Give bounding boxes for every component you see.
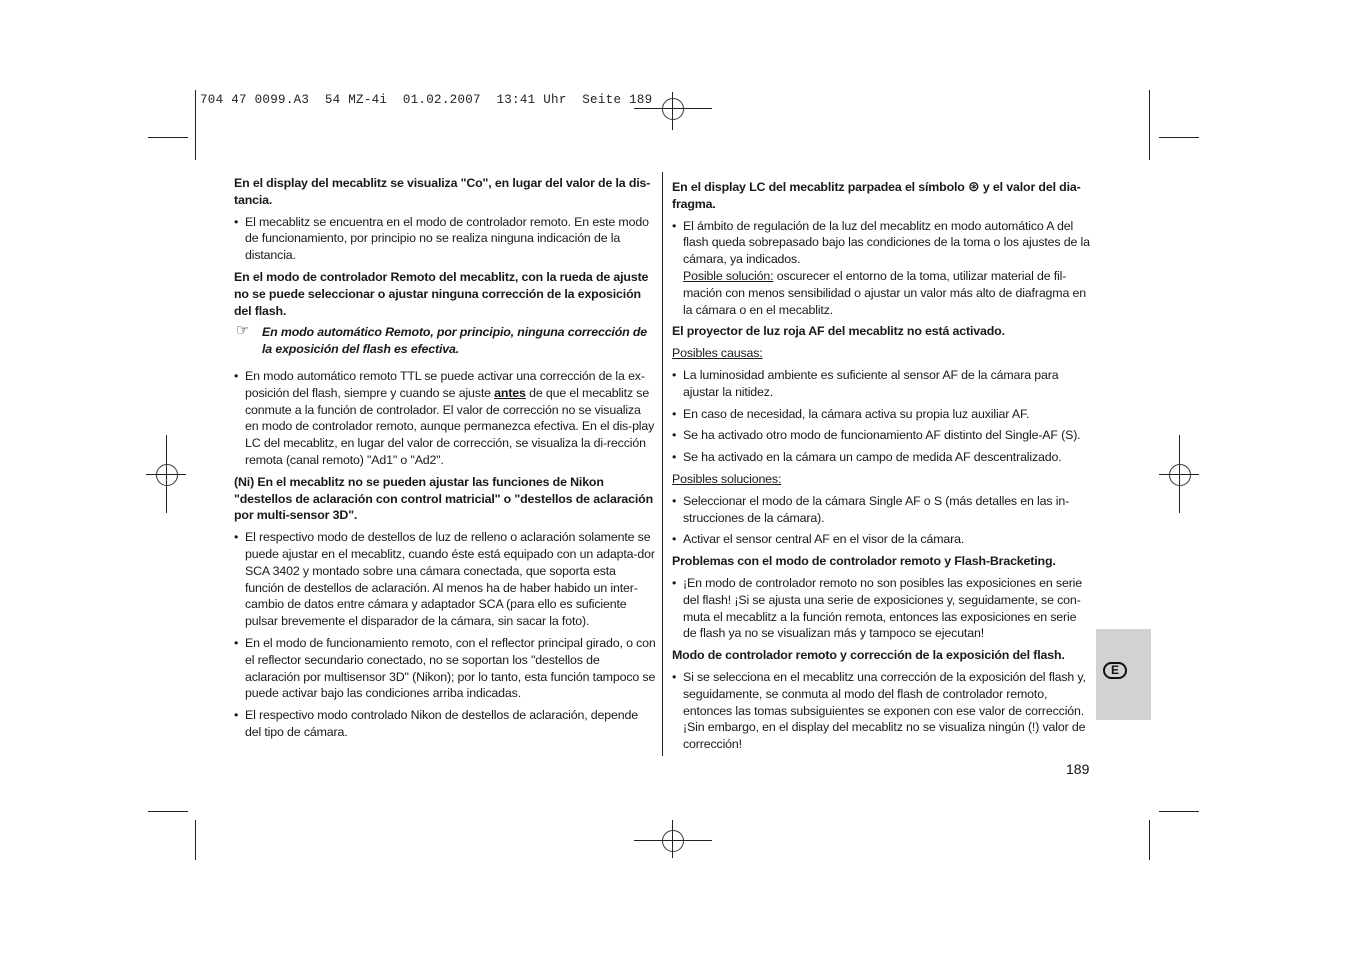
bullet-item: • ¡En modo de controlador remoto no son posibles las exposiciones en serie del flash! ¡Si se ajusta una serie de exposiciones y, seguidamente, se con-muta el mecablitz a la función remota, entonces las exposiciones en serie de flash ya no se visualizan más y tampoco se ejecutan!: [672, 575, 1090, 642]
crop-mark: [148, 137, 188, 138]
bullet-item: • Si se selecciona en el mecablitz una corrección de la exposición del flash y, seguidamente, se conmuta al modo del flash de controlador remoto, entonces las tomas subsiguientes se exponen con ese valor de corrección. ¡Sin embargo, en el display del mecablitz no se visualiza ningún (!) valor de corrección!: [672, 669, 1090, 753]
column-divider: [662, 172, 663, 756]
registration-circle: [662, 98, 684, 120]
heading: En el display del mecablitz se visualiza "Co", en lugar del valor de la dis-tancia.: [234, 176, 651, 207]
bullet-item: • La luminosidad ambiente es suficiente al sensor AF de la cámara para ajustar la nitidez.: [672, 367, 1090, 401]
heading-text: En el display LC del mecablitz parpadea el símbolo: [672, 180, 969, 194]
registration-circle: [1169, 464, 1191, 486]
crop-mark: [195, 90, 196, 160]
print-header: 704 47 0099.A3 54 MZ-4i 01.02.2007 13:41 Uhr Seite 189: [200, 93, 653, 107]
bullet-item: • El respectivo modo de destellos de luz de relleno o aclaración solamente se puede ajustar en el mecablitz, cuando éste está equipado con un adapta-dor SCA 3402 y montado sobre una cámara conectada, que soporta esta función de destellos de aclaración. Al menos ha de haber habido un inter-cambio de datos entre cámara y adaptador SCA (para ello es suficiente pulsar brevemente el disparador de la cámara, sin sacar la foto).: [234, 529, 656, 630]
heading: Problemas con el modo de controlador remoto y Flash-Bracketing.: [672, 554, 1056, 569]
bullet-item: • El respectivo modo controlado Nikon de destellos de aclaración, depende del tipo de cámara.: [234, 707, 656, 741]
note: [234, 324, 656, 358]
heading-text: y el valor del dia-fragma.: [672, 180, 1081, 211]
bullet-item: [672, 218, 1090, 319]
registration-circle: [156, 464, 178, 486]
bullet-item: • El mecablitz se encuentra en el modo de controlador remoto. En este modo de funcionamiento, por principio no se realiza ninguna indicación de la distancia.: [234, 214, 656, 264]
crop-mark: [1159, 137, 1199, 138]
bullet-item: • Se ha activado en la cámara un campo de medida AF descentralizado.: [672, 449, 1090, 466]
solutions-label: Posibles soluciones:: [672, 471, 782, 486]
heading: Modo de controlador remoto y corrección de la exposición del flash.: [672, 648, 1065, 663]
pointing-hand-icon: ☞: [236, 322, 250, 340]
emphasis-text: antes: [494, 385, 526, 400]
crop-mark: [1149, 90, 1150, 160]
note-text: En modo automático Remoto, por principio, ninguna corrección de la exposición del flash es efectiva.: [262, 325, 648, 357]
solution-text: oscurecer el entorno de la toma, utilizar material de fil-mación con menos sensibilidad o ajustar un valor más alto de diafragma en la cámara o en el mecablitz.: [683, 268, 1086, 317]
bullet-item: • Activar el sensor central AF en el visor de la cámara.: [672, 531, 1090, 548]
causes-label: Posibles causas:: [672, 346, 763, 361]
bullet-text: de que el mecablitz se conmute a la función de controlador. El valor de corrección no se visualiza en modo de controlador remoto, aunque permanezca efectiva. En el dis-play LC del mecablitz, en lugar del valor de corrección, se visualiza la di-rección remota (canal remoto) "Ad1" o "Ad2".: [245, 385, 655, 467]
aperture-warning-icon: ⊛: [968, 178, 980, 194]
bullet-text: En modo automático remoto TTL se puede activar una corrección de la ex-posición del flash, siempre y cuando se ajuste: [245, 368, 645, 400]
solution-label: Posible solución:: [683, 268, 774, 283]
crop-mark: [1149, 820, 1150, 860]
crop-mark: [148, 811, 188, 812]
bullet-text: El ámbito de regulación de la luz del mecablitz en modo automático A del flash queda sobrepasado bajo las condiciones de la toma o los ajustes de la cámara, ya indicados.: [683, 218, 1090, 267]
heading: En el modo de controlador Remoto del mecablitz, con la rueda de ajuste no se puede seleccionar o ajustar ninguna corrección de la exposición del flash.: [234, 269, 649, 318]
heading: (Ni) En el mecablitz no se pueden ajustar las funciones de Nikon "destellos de aclaración con control matricial" o "destellos de aclaración por multi-sensor 3D".: [234, 474, 654, 523]
bullet-item: • Seleccionar el modo de la cámara Single AF o S (más detalles en las in-strucciones de la cámara).: [672, 493, 1090, 527]
registration-circle: [662, 830, 684, 852]
crop-mark: [1159, 811, 1199, 812]
crop-mark: [195, 820, 196, 860]
bullet-item: • En el modo de funcionamiento remoto, con el reflector principal girado, o con el reflector secundario conectado, no se soportan los "destellos de aclaración por multisensor 3D" (Nikon); por lo tanto, esta función tampoco se puede activar bajo las condiciones arriba indicadas.: [234, 635, 656, 702]
page-number: 189: [1066, 761, 1090, 777]
bullet-item: • Se ha activado otro modo de funcionamiento AF distinto del Single-AF (S).: [672, 427, 1090, 444]
right-column: [672, 178, 1090, 758]
bullet-item: • En caso de necesidad, la cámara activa su propia luz auxiliar AF.: [672, 406, 1090, 423]
heading: [672, 178, 1090, 213]
bullet-item: [234, 368, 656, 469]
language-badge: E: [1103, 662, 1127, 679]
heading: El proyector de luz roja AF del mecablitz no está activado.: [672, 324, 1005, 339]
left-column: [234, 175, 656, 746]
